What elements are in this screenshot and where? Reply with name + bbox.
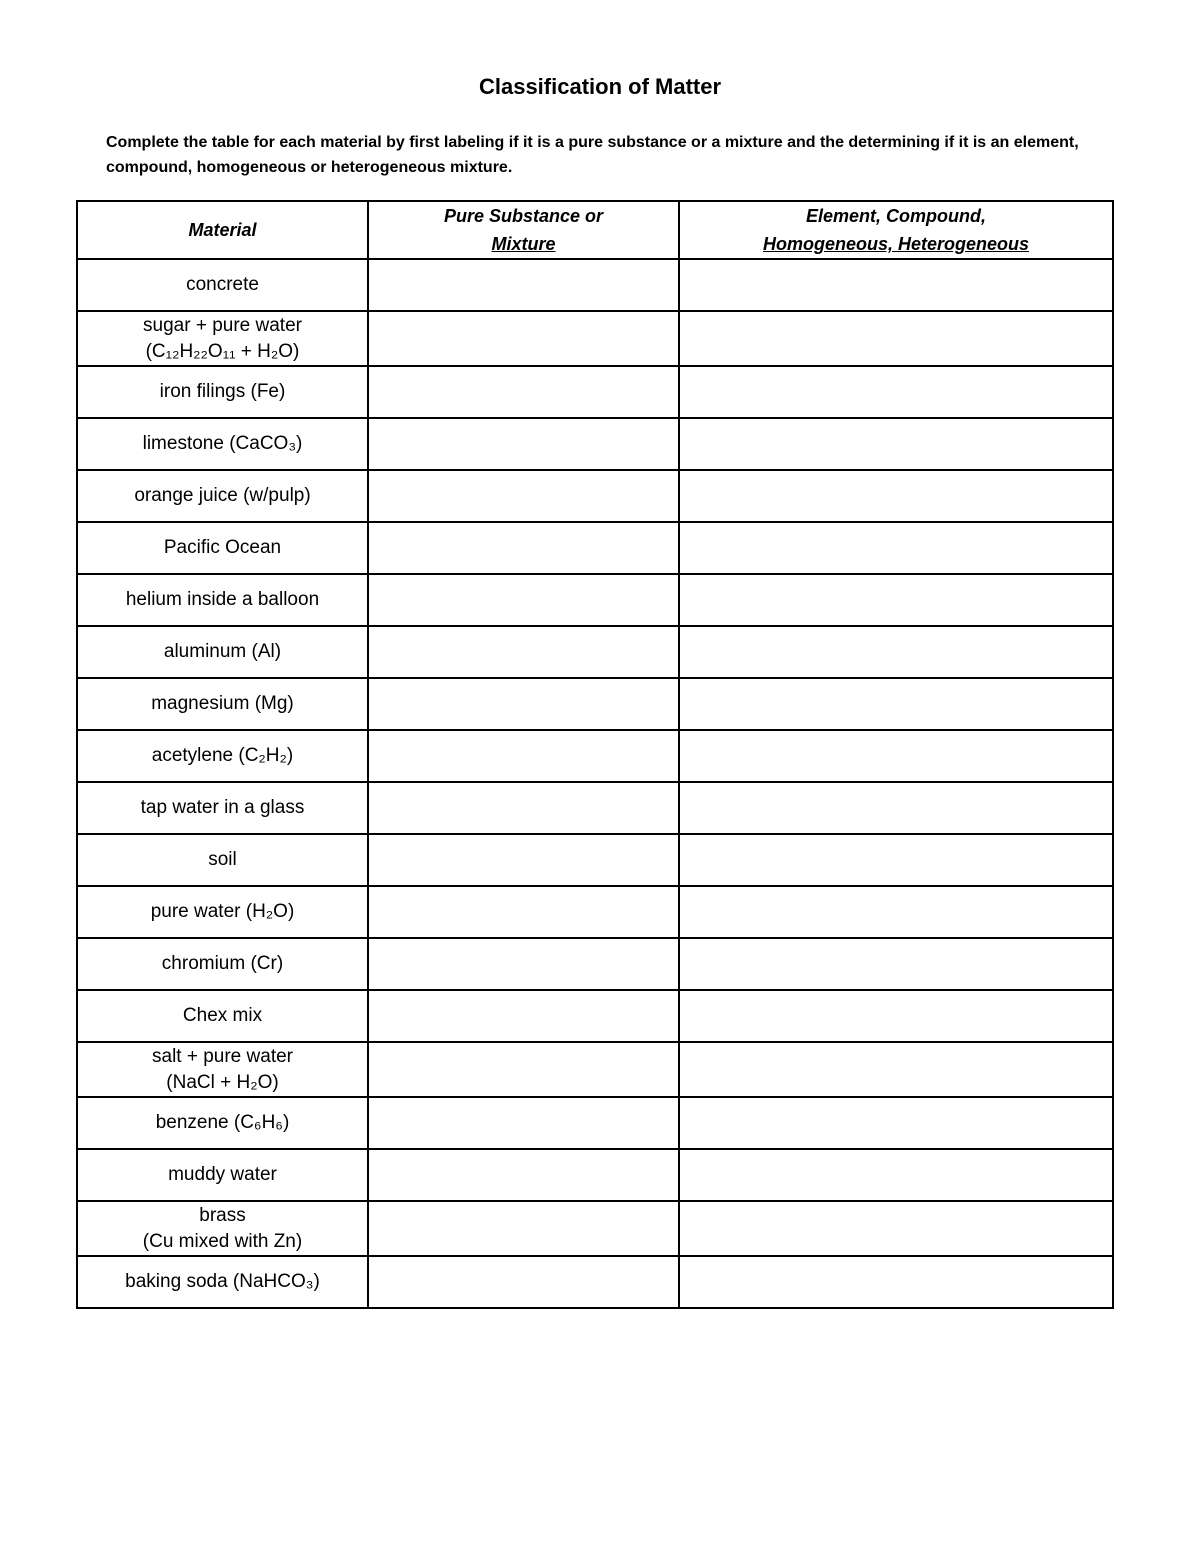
table-row [77, 574, 1113, 626]
pure-or-mixture-answer-cell[interactable] [368, 1201, 679, 1256]
table-row [77, 1042, 1113, 1097]
pure-or-mixture-answer-cell[interactable] [368, 1042, 679, 1097]
table-row [77, 311, 1113, 366]
table-row [77, 626, 1113, 678]
table-row [77, 1097, 1113, 1149]
classification-answer-cell[interactable] [679, 678, 1113, 730]
classification-answer-cell[interactable] [679, 730, 1113, 782]
material-cell [77, 1042, 368, 1097]
classification-answer-cell[interactable] [679, 1149, 1113, 1201]
table-row [77, 678, 1113, 730]
material-name: brass [199, 1204, 246, 1226]
classification-answer-cell[interactable] [679, 311, 1113, 366]
material-name: concrete [186, 274, 259, 295]
material-cell [77, 418, 368, 470]
table-row [77, 1149, 1113, 1201]
pure-or-mixture-answer-cell[interactable] [368, 1149, 679, 1201]
material-cell [77, 1149, 368, 1201]
material-cell [77, 470, 368, 522]
material-name: limestone (CaCO₃) [142, 433, 303, 454]
material-cell [77, 311, 368, 366]
header-pure-substance-or-mixture [368, 201, 679, 259]
table-row [77, 834, 1113, 886]
pure-or-mixture-answer-cell[interactable] [368, 938, 679, 990]
material-name: Chex mix [182, 1005, 263, 1026]
table-row [77, 522, 1113, 574]
table-row [77, 259, 1113, 311]
pure-or-mixture-answer-cell[interactable] [368, 1097, 679, 1149]
pure-or-mixture-answer-cell[interactable] [368, 418, 679, 470]
material-name: orange juice (w/pulp) [134, 485, 311, 506]
material-formula: (Cu mixed with Zn) [142, 1230, 303, 1252]
header-pure-line1: Pure Substance or [443, 206, 604, 226]
header-type-line1: Element, Compound, [806, 206, 986, 226]
material-name: Pacific Ocean [163, 537, 282, 558]
table-row [77, 1201, 1113, 1256]
pure-or-mixture-answer-cell[interactable] [368, 834, 679, 886]
pure-or-mixture-answer-cell[interactable] [368, 366, 679, 418]
classification-answer-cell[interactable] [679, 1042, 1113, 1097]
material-cell [77, 1256, 368, 1308]
classification-answer-cell[interactable] [679, 782, 1113, 834]
pure-or-mixture-answer-cell[interactable] [368, 574, 679, 626]
pure-or-mixture-answer-cell[interactable] [368, 259, 679, 311]
material-name: benzene (C₆H₆) [155, 1112, 290, 1133]
material-cell [77, 834, 368, 886]
material-cell [77, 522, 368, 574]
material-name: soil [208, 849, 237, 870]
material-cell [77, 1097, 368, 1149]
table-row [77, 418, 1113, 470]
material-name: sugar + pure water [143, 314, 302, 336]
material-cell [77, 678, 368, 730]
material-cell [77, 782, 368, 834]
material-name: aluminum (Al) [163, 641, 282, 662]
classification-answer-cell[interactable] [679, 522, 1113, 574]
header-classification-type [679, 201, 1113, 259]
material-name: iron filings (Fe) [159, 381, 286, 402]
material-cell [77, 366, 368, 418]
classification-answer-cell[interactable] [679, 834, 1113, 886]
classification-answer-cell[interactable] [679, 1201, 1113, 1256]
classification-answer-cell[interactable] [679, 990, 1113, 1042]
classification-answer-cell[interactable] [679, 1097, 1113, 1149]
pure-or-mixture-answer-cell[interactable] [368, 470, 679, 522]
table-row [77, 470, 1113, 522]
material-name: tap water in a glass [140, 797, 305, 818]
table-row [77, 990, 1113, 1042]
pure-or-mixture-answer-cell[interactable] [368, 311, 679, 366]
pure-or-mixture-answer-cell[interactable] [368, 730, 679, 782]
header-material [77, 201, 368, 259]
classification-answer-cell[interactable] [679, 470, 1113, 522]
pure-or-mixture-answer-cell[interactable] [368, 626, 679, 678]
classification-answer-cell[interactable] [679, 418, 1113, 470]
pure-or-mixture-answer-cell[interactable] [368, 522, 679, 574]
classification-answer-cell[interactable] [679, 626, 1113, 678]
pure-or-mixture-answer-cell[interactable] [368, 1256, 679, 1308]
material-name: baking soda (NaHCO₃) [125, 1271, 320, 1292]
material-name: magnesium (Mg) [151, 693, 294, 714]
material-name: pure water (H₂O) [150, 901, 295, 922]
material-cell [77, 1201, 368, 1256]
classification-answer-cell[interactable] [679, 366, 1113, 418]
material-formula: (NaCl + H₂O) [166, 1071, 279, 1093]
material-cell [77, 886, 368, 938]
table-header-row [77, 201, 1113, 259]
table-row [77, 938, 1113, 990]
pure-or-mixture-answer-cell[interactable] [368, 782, 679, 834]
table-row [77, 782, 1113, 834]
material-name: salt + pure water [152, 1045, 293, 1067]
table-row [77, 886, 1113, 938]
material-cell [77, 730, 368, 782]
material-cell [77, 259, 368, 311]
table-row [77, 730, 1113, 782]
header-pure-line2: Mixture [491, 234, 556, 254]
material-formula: (C₁₂H₂₂O₁₁ + H₂O) [145, 340, 300, 362]
classification-answer-cell[interactable] [679, 938, 1113, 990]
page-title: Classification of Matter [478, 74, 722, 99]
material-name: helium inside a balloon [125, 589, 320, 610]
classification-answer-cell[interactable] [679, 886, 1113, 938]
table-row [77, 366, 1113, 418]
material-cell [77, 938, 368, 990]
material-name: muddy water [168, 1164, 277, 1185]
classification-table [76, 200, 1114, 1309]
pure-or-mixture-answer-cell[interactable] [368, 678, 679, 730]
table-row [77, 1256, 1113, 1308]
classification-answer-cell[interactable] [679, 259, 1113, 311]
instructions-text: Complete the table for each material by first labeling if it is a pure substance or a mixture and the determining if it is an element, compound, homogeneous or heterogeneous mixture. [106, 134, 1079, 176]
material-name: acetylene (C₂H₂) [151, 745, 294, 766]
pure-or-mixture-answer-cell[interactable] [368, 990, 679, 1042]
pure-or-mixture-answer-cell[interactable] [368, 886, 679, 938]
classification-answer-cell[interactable] [679, 1256, 1113, 1308]
classification-answer-cell[interactable] [679, 574, 1113, 626]
material-name: chromium (Cr) [161, 953, 284, 974]
material-cell [77, 574, 368, 626]
header-material-label: Material [188, 220, 257, 240]
material-cell [77, 990, 368, 1042]
header-type-line2: Homogeneous, Heterogeneous [762, 234, 1030, 254]
material-cell [77, 626, 368, 678]
